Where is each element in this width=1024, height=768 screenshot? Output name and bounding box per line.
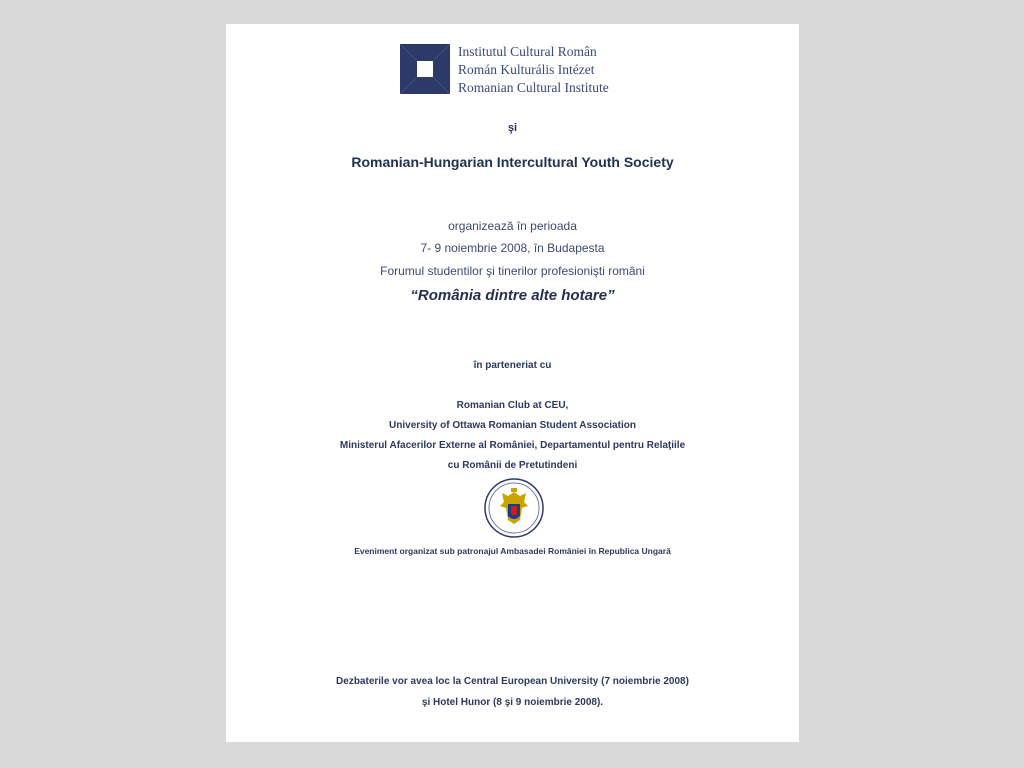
document-page: [226, 24, 799, 742]
venue-line-2: şi Hotel Hunor (8 şi 9 noiembrie 2008).: [421, 697, 604, 708]
venue-line-1: Dezbaterile vor avea loc la Central European University (7 noiembrie 2008): [336, 676, 689, 687]
society-name: Romanian-Hungarian Intercultural Youth Society: [351, 154, 674, 170]
partner-item: University of Ottawa Romanian Student Association: [389, 420, 636, 431]
partner-item: Ministerul Afacerilor Externe al României, Departamentul pentru Relaţiile: [339, 440, 686, 451]
event-name: Forumul studentilor şi tinerilor profesionişti români: [380, 264, 645, 278]
patronage-text: Eveniment organizat sub patronajul Ambasadei României în Republica Ungară: [354, 546, 671, 556]
event-title: “România dintre alte hotare”: [410, 287, 615, 304]
partners-heading: în parteneriat cu: [473, 360, 552, 371]
conjunction-text: şi: [507, 122, 518, 134]
coat-of-arms-seal-icon: [484, 478, 544, 538]
institute-logo: [400, 44, 650, 100]
event-dates: 7- 9 noiembrie 2008, în Budapesta: [420, 241, 605, 255]
event-intro: organizează în perioada: [448, 219, 577, 233]
partner-item: Romanian Club at CEU,: [456, 400, 569, 411]
institute-name-en: Romanian Cultural Institute: [458, 80, 609, 95]
institute-name-ro: Institutul Cultural Român: [458, 44, 597, 59]
partner-item: cu Românii de Pretutindeni: [447, 460, 578, 471]
institute-name-hu: Román Kulturális Intézet: [458, 62, 595, 77]
institute-name: [458, 43, 658, 97]
cross-logo-icon: [400, 44, 450, 94]
